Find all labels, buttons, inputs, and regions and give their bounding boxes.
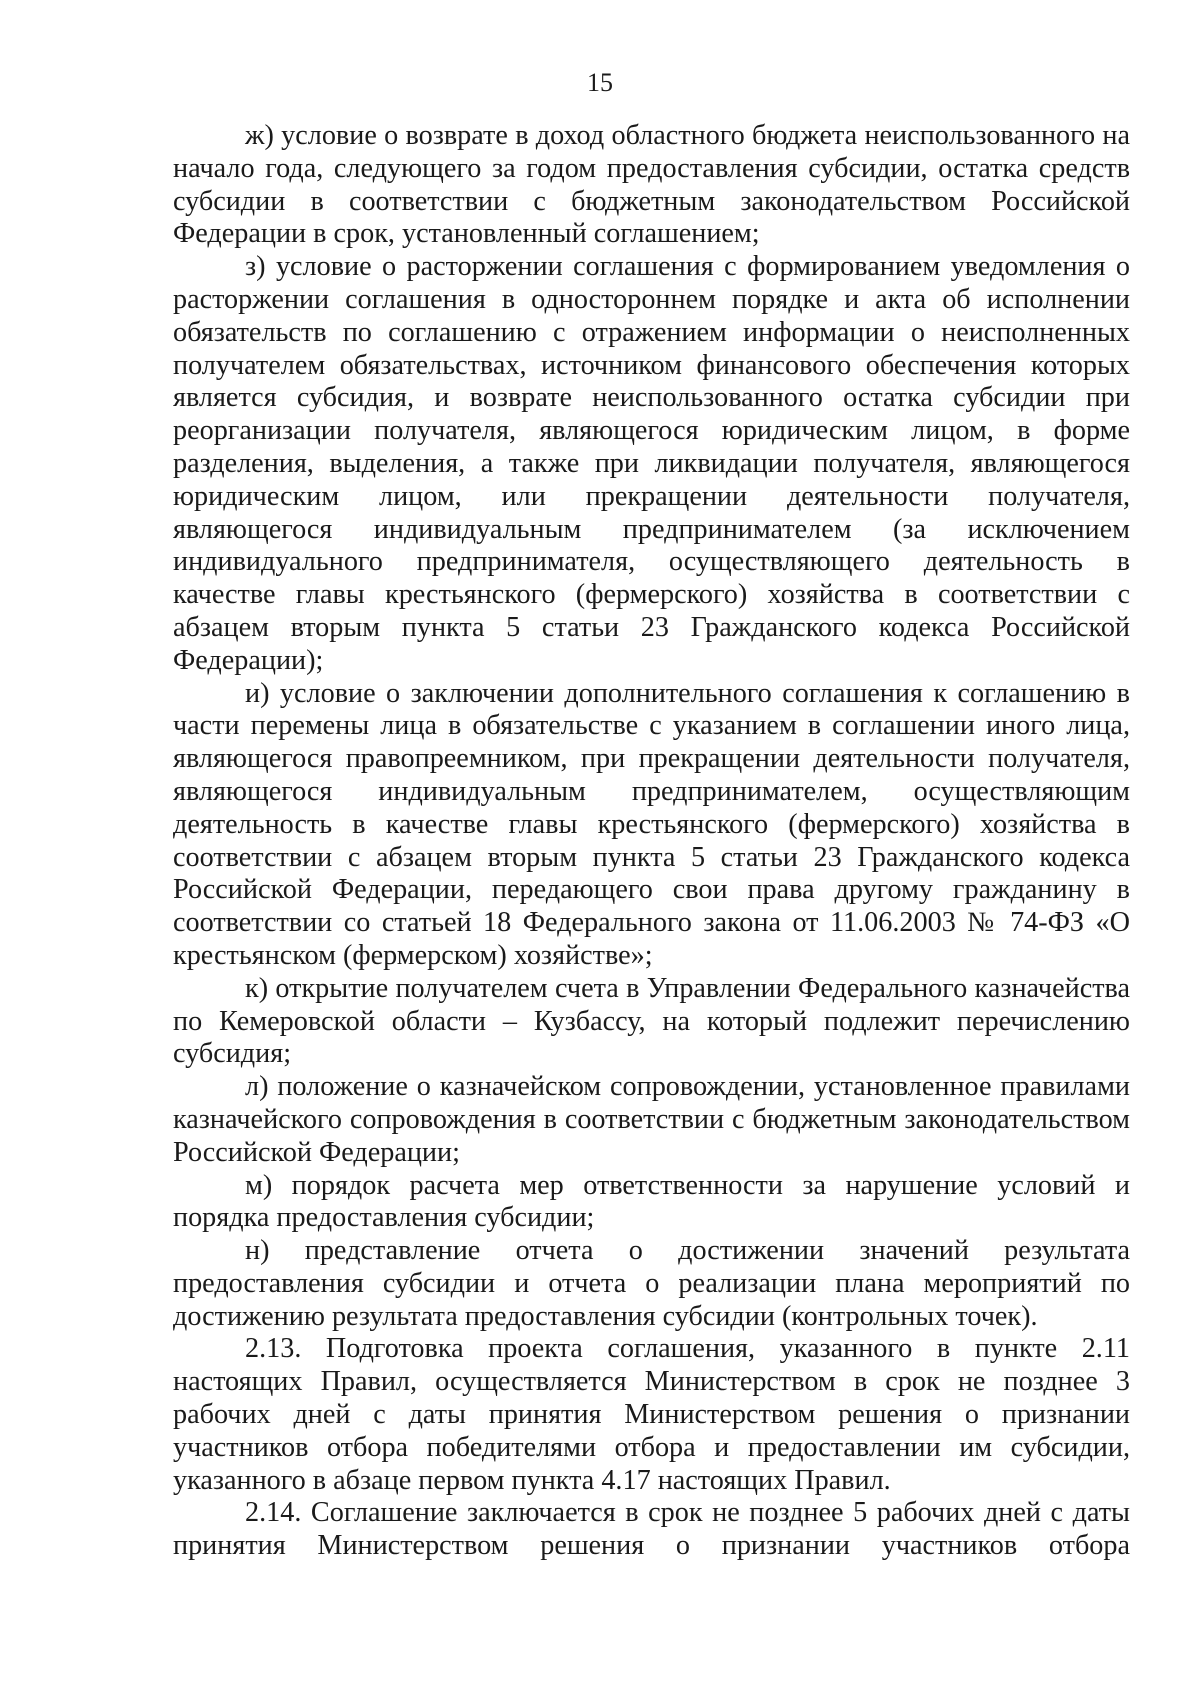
paragraph-n: н) представление отчета о достижении значений результата предоставления субсидии и отчета о реализации плана мероприятий по достижению результата предоставления субсидии (контрольных точек). [173,1235,1130,1332]
page-number: 15 [587,68,613,97]
document-body [173,120,1130,1563]
paragraph-i: и) условие о заключении дополнительного соглашения к соглашению в части перемены лица в обязательстве с указанием в соглашении иного лица, являющегося правопреемником, при прекращении деятельности получателя, являющегося индивидуальным предпринимателем, осуществляющим деятельность в качестве главы крестьянского (фермерского) хозяйства в соответствии с абзацем вторым пункта 5 статьи 23 Гражданского кодекса Российской Федерации, передающего свои права другому гражданину в соответствии со статьей 18 Федерального закона от 11.06.2003 № 74-ФЗ «О крестьянском (фермерском) хозяйстве»; [173,677,1130,971]
paragraph-k: к) открытие получателем счета в Управлении Федерального казначейства по Кемеровской области – Кузбассу, на который подлежит перечислению субсидия; [173,972,1130,1070]
paragraph-2-13: 2.13. Подготовка проекта соглашения, указанного в пункте 2.11 настоящих Правил, осуществляется Министерством в срок не позднее 3 рабочих дней с даты принятия Министерством решения о признании участников отбора победителями отбора и предоставлении им субсидии, указанного в абзаце первом пункта 4.17 настоящих Правил. [173,1333,1130,1496]
paragraph-z: з) условие о расторжении соглашения с формированием уведомления о расторжении соглашения в одностороннем порядке и акта об исполнении обязательств по соглашению с отражением информации о неисполненных получателем обязательствах, источником финансового обеспечения которых является субсидия, и возврате неиспользованного остатка субсидии при реорганизации получателя, являющегося юридическим лицом, в форме разделения, выделения, а также при ликвидации получателя, являющегося юридическим лицом, или прекращении деятельности получателя, являющегося индивидуальным предпринимателем (за исключением индивидуального предпринимателя, осуществляющего деятельность в качестве главы крестьянского (фермерского) хозяйства в соответствии с абзацем вторым пункта 5 статьи 23 Гражданского кодекса Российской Федерации); [173,251,1130,676]
paragraph-zh: ж) условие о возврате в доход областного бюджета неиспользованного на начало года, следующего за годом предоставления субсидии, остатка средств субсидии в соответствии с бюджетным законодательством Российской Федерации в срок, установленный соглашением; [173,120,1130,250]
paragraph-m: м) порядок расчета мер ответственности за нарушение условий и порядка предоставления субсидии; [173,1169,1130,1234]
paragraph-2-14: 2.14. Соглашение заключается в срок не позднее 5 рабочих дней с даты принятия Министерством решения о признании участников отбора [173,1497,1130,1562]
paragraph-l: л) положение о казначейском сопровождении, установленное правилами казначейского сопровождения в соответствии с бюджетным законодательством Российской Федерации; [173,1071,1130,1168]
